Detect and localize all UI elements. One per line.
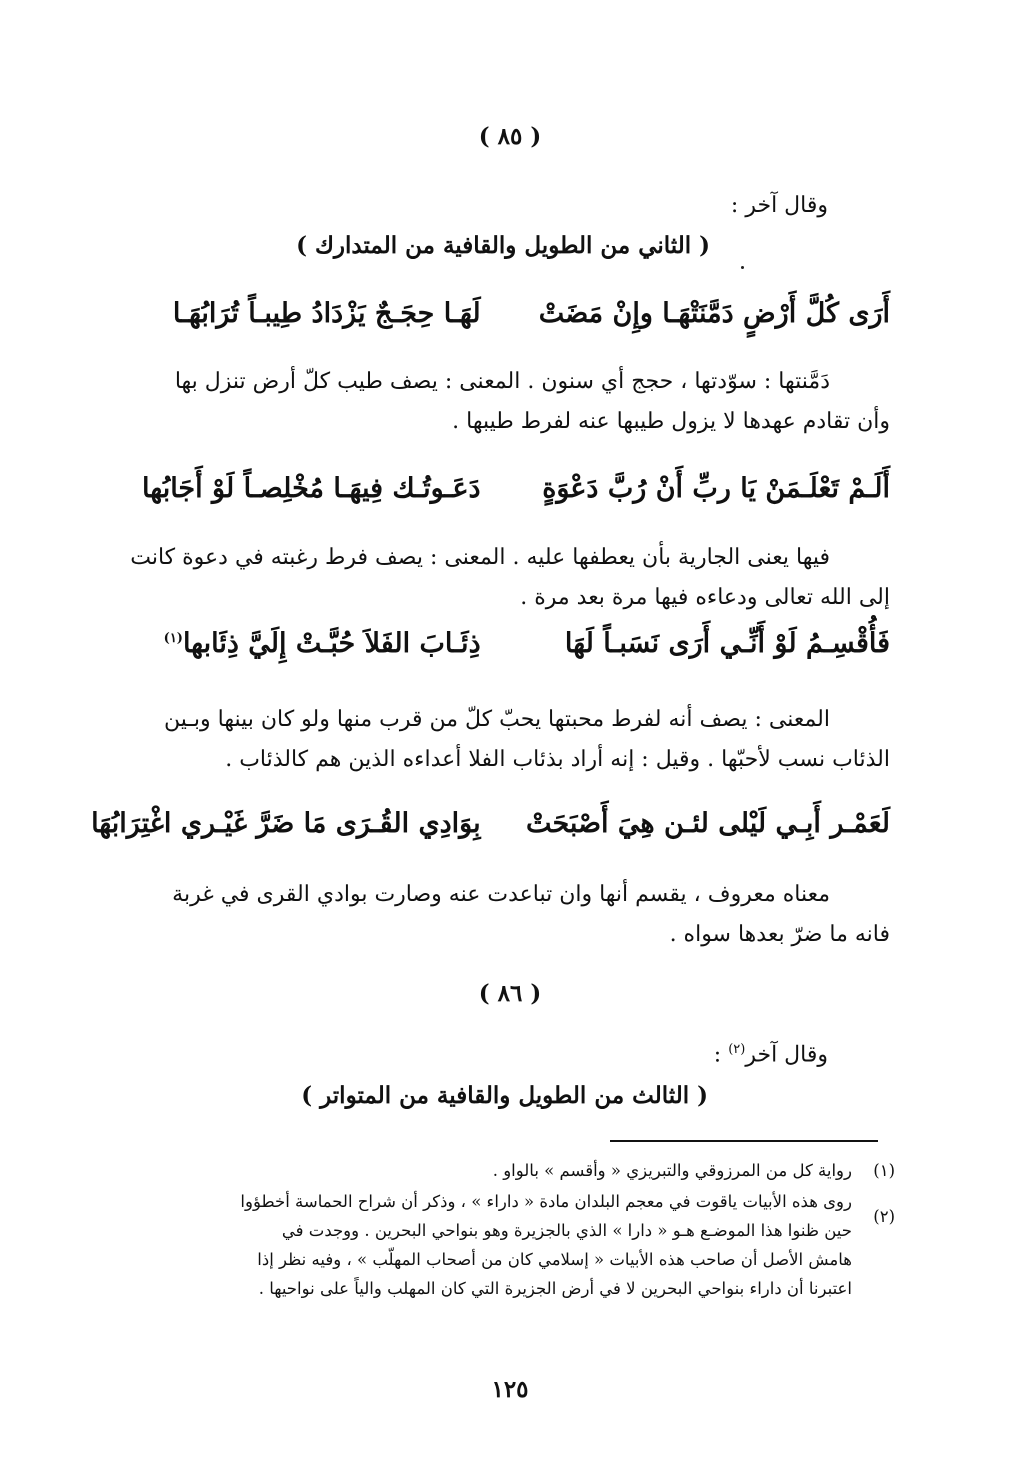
footnote-line: روى هذه الأبيات ياقوت في معجم البلدان مادة « داراء » ، وذكر أن شراح الحماسة أخطؤوا xyxy=(240,1192,852,1211)
verse-2-commentary xyxy=(128,538,890,618)
footnote-line: حين ظنوا هذا الموضـع هـو « دارا » الذي بالجزيرة وهو بنواحي البحرين . ووجدت في xyxy=(281,1221,852,1240)
page-number: ١٢٥ xyxy=(491,1376,529,1403)
section-number-86: ( ٨٦ ) xyxy=(478,980,542,1007)
verse-1-second-hemistich: لَهَـا حِجَـجٌ يَزْدَادُ طِيبـاً تُرَابُهَـا xyxy=(172,298,481,329)
verse-4-first-hemistich: لَعَمْـر أَبِـي لَيْلى لئـن هِيَ أَصْبَحَتْ xyxy=(525,808,890,839)
verse-3-first-hemistich: فَأُقْسِـمُ لَوْ أَنِّـي أَرَى نَسَبـاً لَهَا xyxy=(564,628,890,659)
footnote-2-number: (٢) xyxy=(873,1207,895,1226)
stray-dot xyxy=(741,266,744,269)
footnote-line: هامش الأصل أن صاحب هذه الأبيات « إسلامي كان من أصحاب المهلّب » ، وفيه نظر إذا xyxy=(257,1250,852,1269)
section-85-meter: ( الثاني من الطويل والقافية من المتدارك ) xyxy=(296,232,710,259)
verse-4 xyxy=(91,808,890,839)
section-86-intro xyxy=(714,1042,828,1067)
verse-3-commentary xyxy=(128,700,890,780)
footnote-separator xyxy=(610,1140,878,1142)
section-85-intro: وقال آخر : xyxy=(730,193,828,218)
footnote-line: رواية كل من المرزوقي والتبريزي « وأقسم » بالواو . xyxy=(492,1161,852,1180)
verse-2-first-hemistich: أَلَـمْ تَعْلَـمَنْ يَا ربِّ أَنْ رُبَّ دَعْوَةٍ xyxy=(542,473,890,504)
commentary-line: إلى الله تعالى ودعاءه فيها مرة بعد مرة . xyxy=(520,585,890,610)
footnote-ref-2: (٢) xyxy=(728,1042,746,1057)
footnote-1 xyxy=(132,1156,852,1185)
commentary-line: فيها يعنى الجارية بأن يعطفها عليه . المعنى : يصف فرط رغبته في دعوة كانت xyxy=(130,545,830,570)
verse-3-second-hemistich xyxy=(151,628,481,659)
footnote-2 xyxy=(128,1187,852,1303)
commentary-line: المعنى : يصف أنه لفرط محبتها يحبّ كلّ من قرب منها ولو كان بينها وبـين xyxy=(164,707,830,732)
verse-3-second-text: ذِئَـابَ الفَلاَ حُبَّـتْ إِلَيَّ ذِئَابها xyxy=(182,628,481,659)
section-86-intro-text: وقال آخر xyxy=(745,1042,828,1068)
commentary-line: دَمَّنتها : سوّدتها ، حجج أي سنون . المعنى : يصف طيب كلّ أرض تنزل بها xyxy=(174,369,830,394)
footnote-line: اعتبرنا أن داراء بنواحي البحرين لا في أرض الجزيرة التي كان المهلب والياً على نواحيها . xyxy=(258,1279,852,1298)
verse-3 xyxy=(151,628,890,659)
verse-2-second-hemistich: دَعَـوتُـك فِيهَـا مُخْلِصـاً لَوْ أَجَابُها xyxy=(142,473,481,504)
section-number-85: ( ٨٥ ) xyxy=(478,123,542,150)
verse-2 xyxy=(142,473,890,504)
section-86-intro-colon: : xyxy=(713,1042,722,1068)
verse-1-first-hemistich: أَرَى كُلَّ أَرْضٍ دَمَّنَتْهَـا وإِنْ مَضَتْ xyxy=(538,298,890,329)
footnote-1-number: (١) xyxy=(873,1161,895,1180)
section-86-meter: ( الثالث من الطويل والقافية من المتواتر ) xyxy=(301,1082,708,1109)
commentary-line: معناه معروف ، يقسم أنها وان تباعدت عنه وصارت بوادي القرى في غربة xyxy=(172,882,830,907)
commentary-line: وأن تقادم عهدها لا يزول طيبها عنه لفرط طيبها . xyxy=(452,409,890,434)
commentary-line: فانه ما ضرّ بعدها سواه . xyxy=(669,922,890,947)
commentary-line: الذئاب نسب لأحبّها . وقيل : إنه أراد بذئاب الفلا أعداءه الذين هم كالذئاب . xyxy=(225,747,890,772)
verse-1 xyxy=(151,298,890,329)
verse-1-commentary xyxy=(128,362,890,442)
verse-4-commentary xyxy=(128,875,890,955)
footnote-ref-1: (١) xyxy=(163,631,183,646)
verse-4-second-hemistich: بِوَادِي القُـرَى مَا ضَرَّ غَيْـري اغْتِرَابُهَا xyxy=(91,808,481,839)
